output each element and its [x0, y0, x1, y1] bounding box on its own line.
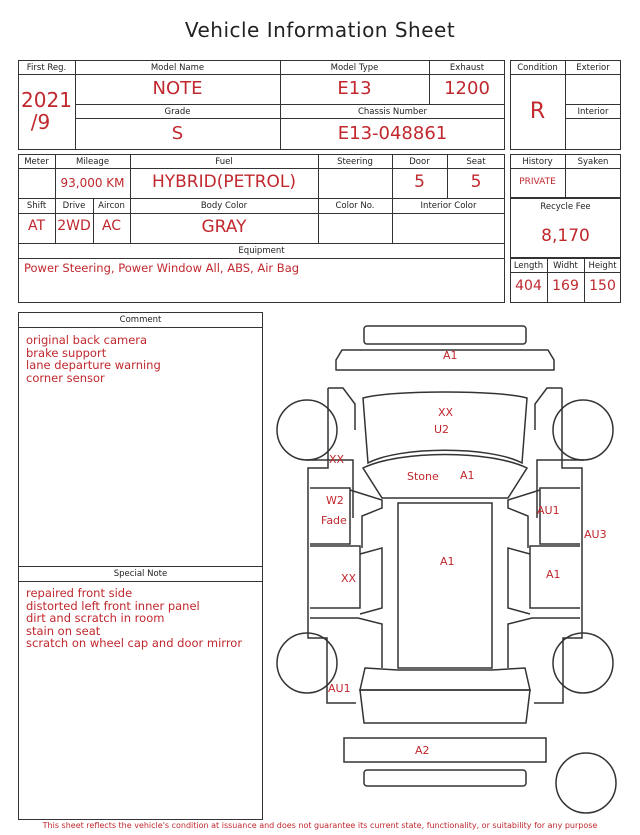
comment-label: Comment — [119, 315, 162, 325]
body-color-label: Body Color — [200, 201, 248, 211]
left-rear-quarter — [310, 618, 382, 668]
mark-left-front-door-2: Fade — [321, 514, 347, 527]
rear-bumper-upper — [344, 738, 546, 762]
mark-left-front-door-1: W2 — [326, 494, 344, 507]
comment-line: corner sensor — [26, 370, 105, 385]
mark-front-bumper: A1 — [443, 349, 458, 362]
equipment-value: Power Steering, Power Window All, ABS, Air Bag — [24, 261, 300, 275]
tailgate — [360, 690, 530, 723]
grade-label: Grade — [164, 107, 191, 117]
grade-value: S — [171, 123, 184, 144]
rear-right-wheel — [553, 633, 613, 693]
right-rear-window — [508, 548, 530, 614]
mark-windshield-2: A1 — [460, 469, 475, 482]
syaken-label: Syaken — [577, 157, 609, 167]
car-damage-diagram — [270, 318, 620, 818]
mark-left-fender: XX — [329, 453, 345, 466]
fuel-label: Fuel — [215, 157, 233, 167]
history-label: History — [522, 157, 553, 167]
front-bumper-panel — [364, 326, 526, 344]
steering-label: Steering — [337, 157, 373, 167]
roof — [398, 503, 492, 668]
first-reg-label: First Reg. — [26, 63, 67, 73]
mark-roof: A1 — [440, 555, 455, 568]
chassis-number-value: E13-048861 — [337, 123, 448, 144]
equipment-label: Equipment — [238, 246, 285, 256]
comment-line: brake support — [26, 345, 107, 360]
mileage-value: 93,000 KM — [60, 176, 125, 190]
color-no-label: Color No. — [335, 201, 375, 211]
special-note-line: dirt and scratch in room — [26, 611, 165, 625]
seat-value: 5 — [470, 172, 482, 192]
first-reg-year: 2021 — [21, 88, 72, 112]
width-label: Widht — [553, 261, 578, 271]
length-label: Length — [513, 261, 544, 271]
spare-wheel — [556, 753, 616, 813]
exhaust-value: 1200 — [444, 78, 490, 99]
mark-windshield-1: Stone — [407, 470, 439, 483]
height-value: 150 — [589, 278, 616, 294]
history-value: PRIVATE — [519, 177, 556, 187]
right-front-window — [508, 490, 540, 548]
comment-list — [26, 334, 161, 384]
rear-bumper-lower — [364, 770, 526, 786]
exterior-label: Exterior — [576, 63, 610, 73]
model-type-label: Model Type — [330, 63, 379, 73]
body-color-value: GRAY — [201, 217, 247, 237]
left-rear-window — [360, 548, 382, 614]
height-label: Height — [588, 261, 617, 271]
recycle-fee-value: 8,170 — [541, 226, 590, 246]
condition-grade: R — [529, 99, 546, 124]
mark-hood-2: U2 — [434, 423, 450, 436]
special-note-list — [26, 587, 242, 650]
shift-label: Shift — [26, 201, 47, 211]
drive-label: Drive — [62, 201, 86, 211]
right-rear-quarter — [508, 618, 580, 668]
mileage-label: Mileage — [75, 157, 110, 167]
special-note-line: distorted left front inner panel — [26, 598, 200, 613]
model-name-label: Model Name — [150, 63, 205, 73]
disclaimer-footer: This sheet reflects the vehicle's condition at issuance and does not guarantee its current state, functionality, or suitability for any purpose — [42, 821, 598, 830]
chassis-number-label: Chassis Number — [357, 107, 428, 117]
mark-hood-1: XX — [438, 406, 454, 419]
drive-value: 2WD — [57, 218, 91, 234]
mark-right-mirror: AU3 — [584, 528, 607, 541]
sheet-title: Vehicle Information Sheet — [184, 18, 456, 42]
width-value: 169 — [552, 278, 579, 294]
model-type-value: E13 — [337, 78, 372, 99]
windshield — [363, 455, 527, 499]
aircon-label: Aircon — [98, 201, 125, 211]
length-value: 404 — [515, 278, 542, 294]
meter-label: Meter — [24, 157, 49, 167]
model-name-value: NOTE — [152, 78, 203, 99]
mark-left-rear-door: XX — [341, 572, 357, 585]
seat-label: Seat — [466, 157, 486, 167]
mark-right-front-door: AU1 — [537, 504, 560, 517]
mark-right-rear-door: A1 — [546, 568, 561, 581]
mark-left-rear-quarter: AU1 — [328, 682, 351, 695]
mark-rear-bumper: A2 — [415, 744, 430, 757]
aircon-value: AC — [101, 218, 122, 234]
shift-value: AT — [27, 218, 46, 234]
interior-color-label: Interior Color — [420, 201, 477, 211]
door-label: Door — [409, 157, 430, 167]
comment-line: lane departure warning — [26, 358, 161, 372]
first-reg-month: /9 — [30, 110, 51, 134]
recycle-fee-label: Recycle Fee — [540, 202, 591, 212]
fuel-value: HYBRID(PETROL) — [151, 172, 297, 192]
comment-line: original back camera — [26, 333, 148, 347]
special-note-line: repaired front side — [26, 586, 133, 600]
special-note-line: scratch on wheel cap and door mirror — [26, 636, 243, 650]
interior-label: Interior — [577, 107, 609, 117]
special-note-line: stain on seat — [26, 623, 101, 638]
exhaust-label: Exhaust — [449, 63, 485, 73]
left-front-window — [350, 490, 382, 548]
door-value: 5 — [414, 172, 425, 192]
rear-window — [360, 668, 530, 690]
special-note-label: Special Note — [113, 569, 168, 579]
condition-label: Condition — [517, 63, 558, 73]
